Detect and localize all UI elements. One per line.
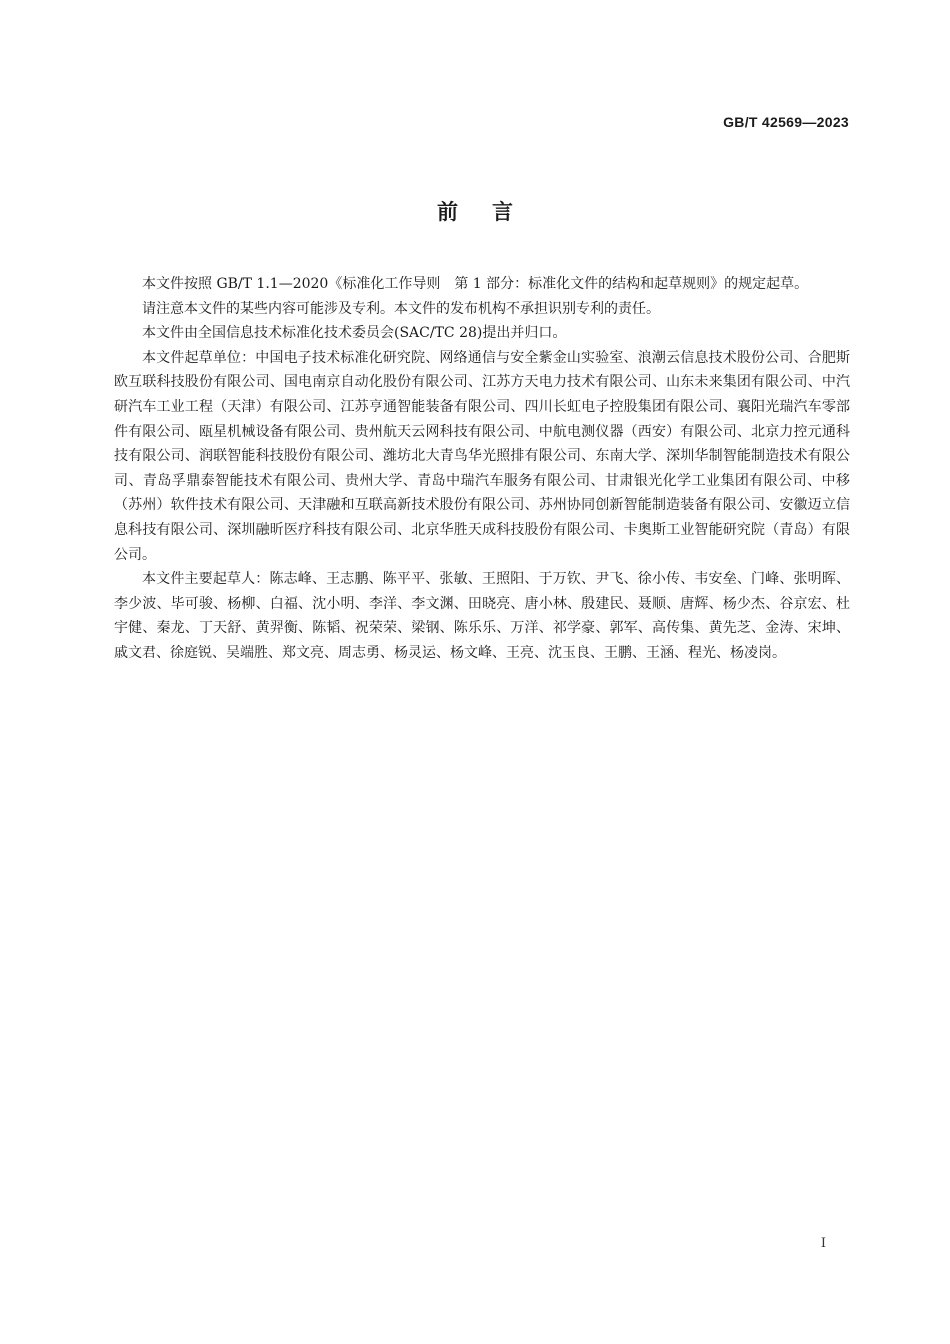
document-body: [114, 272, 850, 666]
paragraph-proposer: 本文件由全国信息技术标准化技术委员会(SAC/TC 28)提出并归口。: [142, 325, 567, 342]
page-title: 前言: [437, 200, 547, 224]
page-number: I: [820, 1236, 826, 1251]
paragraph-drafting-units: 本文件起草单位：中国电子技术标准化研究院、网络通信与安全紫金山实验室、浪潮云信息技术股份公司、合肥斯欧互联科技股份有限公司、国电南京自动化股份有限公司、江苏方天电力技术有限公司、山东未来集团有限公司、中汽研汽车工业工程（天津）有限公司、江苏亨通智能装备有限公司、四川长虹电子控股集团有限公司、襄阳光瑞汽车零部件有限公司、瓯星机械设备有限公司、贵州航天云网科技有限公司、中航电测仪器（西安）有限公司、北京力控元通科技有限公司、润联智能科技股份有限公司、潍坊北大青鸟华光照排有限公司、东南大学、深圳华制智能制造技术有限公司、青岛孚鼎泰智能技术有限公司、贵州大学、青岛中瑞汽车服务有限公司、甘肃银光化学工业集团有限公司、中移（苏州）软件技术有限公司、天津融和互联高新技术股份有限公司、苏州协同创新智能制造装备有限公司、安徽迈立信息科技有限公司、深圳融昕医疗科技有限公司、北京华胜天成科技股份有限公司、卡奥斯工业智能研究院（青岛）有限公司。: [114, 349, 850, 563]
paragraph-drafting-rules: 本文件按照 GB/T 1.1—2020《标准化工作导则 第 1 部分：标准化文件的结构和起草规则》的规定起草。: [142, 276, 809, 292]
standard-code: GB/T 42569—2023: [723, 114, 849, 130]
paragraph-patent-notice: 请注意本文件的某些内容可能涉及专利。本文件的发布机构不承担识别专利的责任。: [142, 300, 660, 317]
paragraph-drafters: 本文件主要起草人：陈志峰、王志鹏、陈平平、张敏、王照阳、于万钦、尹飞、徐小传、韦安垒、门峰、张明晖、李少波、毕可骏、杨柳、白福、沈小明、李洋、李文渊、田晓亮、唐小林、殷建民、聂顺、唐辉、杨少杰、谷京宏、杜宇健、秦龙、丁天舒、黄羿衡、陈韬、祝荣荣、梁钢、陈乐乐、万洋、祁学豪、郭军、高传集、黄先芝、金涛、宋坤、戚文君、徐庭锐、吴端胜、郑文亮、周志勇、杨灵运、杨文峰、王亮、沈玉良、王鹏、王涵、程光、杨凌岗。: [114, 571, 850, 661]
